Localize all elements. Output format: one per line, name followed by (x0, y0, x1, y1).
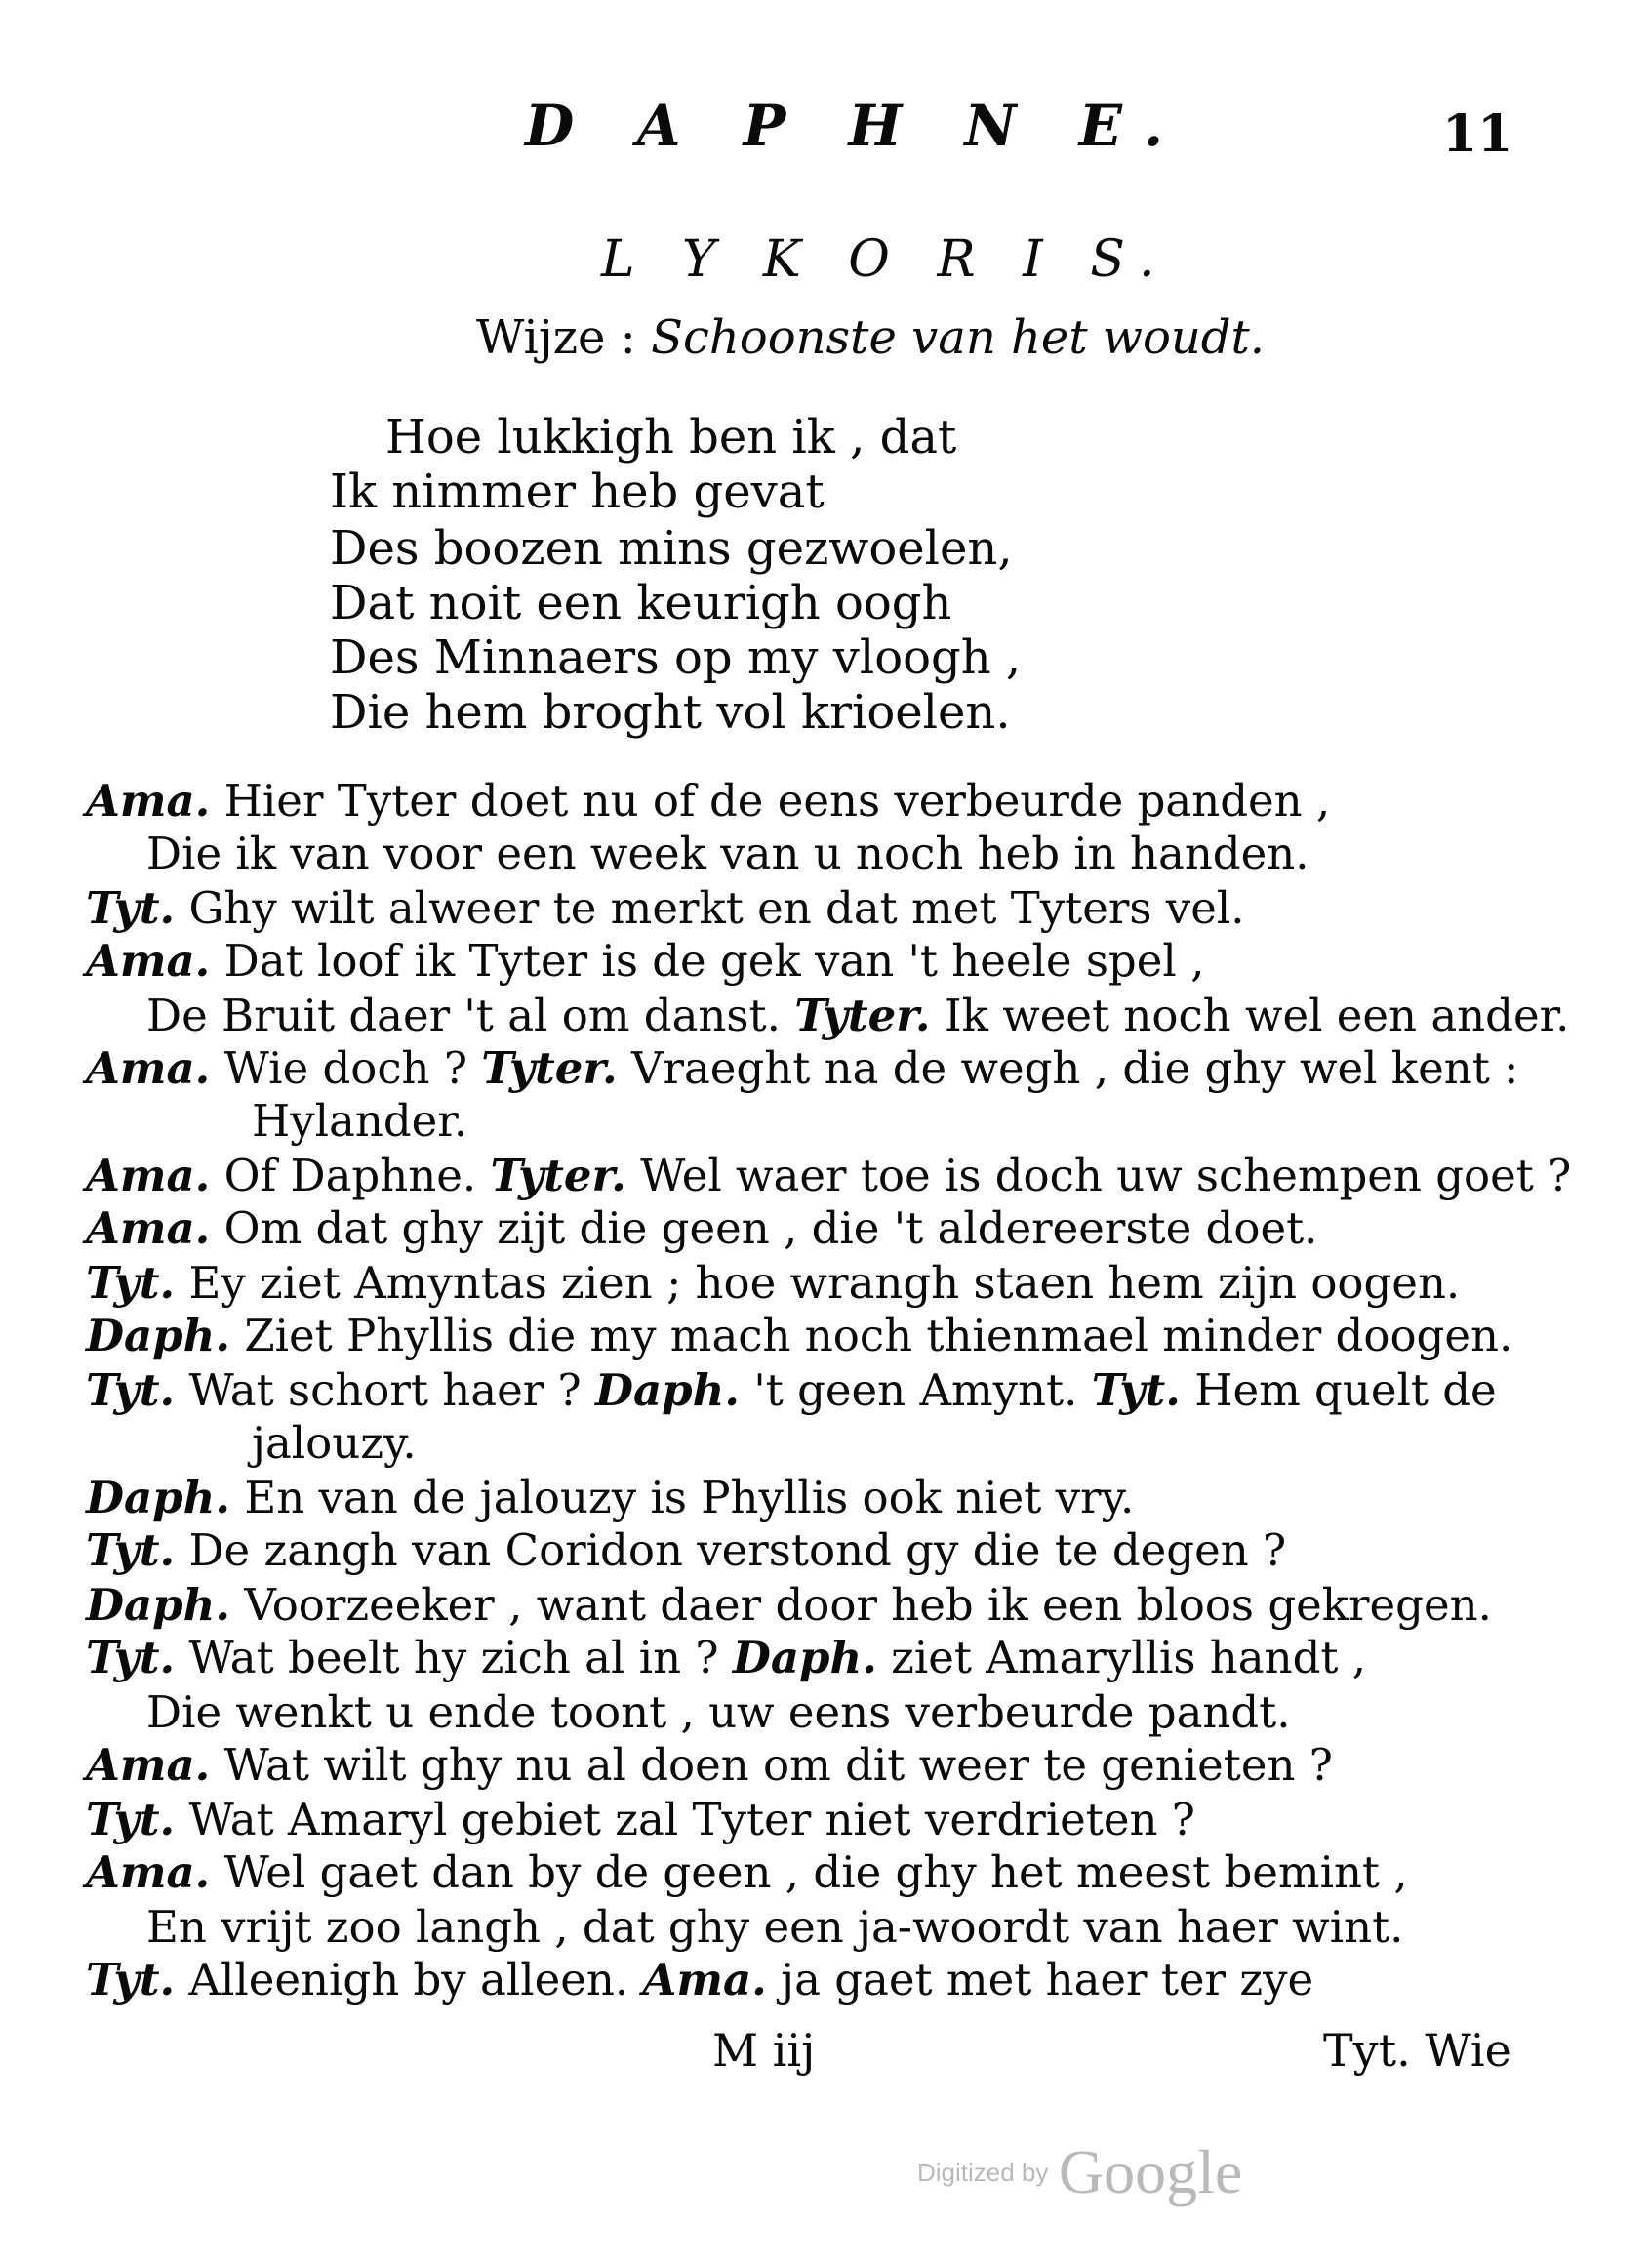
speaker-label: Tyt. (1091, 1364, 1181, 1416)
speaker-label: Ama. (86, 1042, 211, 1094)
dialogue-text: Vraeght na de wegh , die ghy wel kent : (630, 1042, 1519, 1094)
dialogue-text: Alleenigh by alleen. (188, 1954, 629, 2005)
dialogue-line (86, 882, 1245, 934)
speaker-label: Ama. (86, 1739, 211, 1791)
dialogue-text: Om dat ghy zijt die geen , die 't aldereerste doet. (223, 1202, 1318, 1254)
google-logo: Google (1058, 2137, 1243, 2207)
speaker-label: Ama. (86, 1202, 211, 1254)
speaker-label: Daph. (732, 1632, 877, 1683)
speaker-label: Daph. (86, 1310, 231, 1361)
speaker-label: Tyt. (86, 882, 176, 934)
tune-name: Schoonste van het woudt. (651, 310, 1266, 365)
dialogue-line (86, 935, 1205, 987)
dialogue-text: Wel gaet dan by de geen , die ghy het meest bemint , (223, 1846, 1408, 1898)
speaker-label: Ama. (86, 935, 211, 987)
section-title: L Y K O R I S. (601, 230, 1171, 289)
speaker-label: Ama. (86, 1846, 211, 1898)
verse-line: Die hem broght vol krioelen. (330, 685, 1011, 740)
speaker-label: Tyt. (86, 1794, 176, 1845)
verse-line: Ik nimmer heb gevat (330, 465, 825, 519)
dialogue-text: Wel waer toe is doch uw schempen goet ? (640, 1150, 1572, 1201)
dialogue-text: jalouzy. (252, 1417, 417, 1469)
dialogue-text: En van de jalouzy is Phyllis ook niet vry. (244, 1472, 1135, 1523)
dialogue-line (86, 1794, 1195, 1845)
dialogue-text: En vrijt zoo langh , dat ghy een ja-woordt van haer wint. (146, 1901, 1404, 1953)
dialogue-line (146, 1686, 1291, 1738)
dialogue-line (146, 1901, 1404, 1953)
dialogue-text: 't geen Amynt. (753, 1364, 1078, 1416)
tune-label: Wijze : (476, 310, 636, 365)
verse-line: Des Minnaers op my vloogh , (330, 630, 1022, 685)
dialogue-text: Wat schort haer ? (188, 1364, 582, 1416)
speaker-label: Ama. (642, 1954, 767, 2005)
dialogue-text: Hylander. (252, 1095, 468, 1147)
dialogue-text: Die ik van voor een week van u noch heb in handen. (146, 828, 1309, 879)
dialogue-text: De Bruit daer 't al om danst. (146, 990, 781, 1041)
dialogue-line (146, 828, 1309, 879)
running-title: D A P H N E. (525, 93, 1186, 159)
dialogue-line (86, 1257, 1461, 1309)
dialogue-text: Ghy wilt alweer te merkt en dat met Tyters vel. (188, 882, 1245, 934)
dialogue-line (86, 1524, 1287, 1576)
dialogue-line (86, 775, 1331, 827)
speaker-label: Tyter. (481, 1042, 618, 1094)
dialogue-text: Ey ziet Amyntas zien ; hoe wrangh staen hem zijn oogen. (188, 1257, 1461, 1309)
speaker-label: Tyt. (86, 1364, 176, 1416)
speaker-label: Ama. (86, 775, 211, 827)
dialogue-text: Wat beelt hy zich al in ? (188, 1632, 719, 1683)
speaker-label: Tyt. (86, 1524, 176, 1576)
tune-line (476, 310, 1266, 365)
speaker-label: Ama. (86, 1150, 211, 1201)
dialogue-line (86, 1150, 1572, 1201)
dialogue-line (86, 1042, 1519, 1094)
dialogue-line (86, 1202, 1318, 1254)
speaker-label: Tyt. (86, 1632, 176, 1683)
dialogue-line (252, 1417, 417, 1469)
speaker-label: Tyt. (86, 1257, 176, 1309)
speaker-label: Tyt. (86, 1954, 176, 2005)
dialogue-text: Hem quelt de (1194, 1364, 1497, 1416)
dialogue-line (252, 1095, 468, 1147)
speaker-label: Daph. (86, 1472, 231, 1523)
dialogue-line (86, 1579, 1492, 1631)
verse-line: Des boozen mins gezwoelen, (330, 521, 1013, 576)
dialogue-text: Wie doch ? (223, 1042, 467, 1094)
dialogue-line (86, 1632, 1367, 1683)
dialogue-text: Voorzeeker , want daer door heb ik een bloos gekregen. (244, 1579, 1492, 1631)
speaker-label: Tyter. (490, 1150, 626, 1201)
dialogue-text: ja gaet met haer ter zye (781, 1954, 1314, 2005)
verse-line: Dat noit een keurigh oogh (330, 576, 952, 630)
dialogue-line (86, 1364, 1497, 1416)
dialogue-text: Of Daphne. (223, 1150, 477, 1201)
dialogue-text: Hier Tyter doet nu of de eens verbeurde panden , (223, 775, 1331, 827)
dialogue-line (146, 990, 1570, 1041)
dialogue-text: Ik weet noch wel een ander. (944, 990, 1570, 1041)
signature-mark: M iij (712, 2024, 816, 2077)
catchword: Tyt. Wie (1323, 2024, 1511, 2077)
dialogue-text: Wat wilt ghy nu al doen om dit weer te genieten ? (223, 1739, 1333, 1791)
speaker-label: Tyter. (794, 990, 931, 1041)
speaker-label: Daph. (86, 1579, 231, 1631)
dialogue-line (86, 1954, 1314, 2005)
dialogue-text: De zangh van Coridon verstond gy die te degen ? (188, 1524, 1287, 1576)
page-number: 11 (1442, 104, 1513, 164)
verse-line: Hoe lukkigh ben ik , dat (385, 410, 957, 465)
dialogue-line (86, 1739, 1333, 1791)
dialogue-line (86, 1846, 1408, 1898)
watermark-prefix: Digitized by (917, 2158, 1049, 2187)
dialogue-text: Wat Amaryl gebiet zal Tyter niet verdrieten ? (188, 1794, 1195, 1845)
dialogue-text: Ziet Phyllis die my mach noch thienmael minder doogen. (244, 1310, 1513, 1361)
dialogue-line (86, 1310, 1513, 1361)
dialogue-text: Die wenkt u ende toont , uw eens verbeurde pandt. (146, 1686, 1291, 1738)
dialogue-text: ziet Amaryllis handt , (891, 1632, 1367, 1683)
digitization-watermark (917, 2137, 1243, 2207)
dialogue-line (86, 1472, 1135, 1523)
speaker-label: Daph. (595, 1364, 741, 1416)
dialogue-text: Dat loof ik Tyter is de gek van 't heele spel , (223, 935, 1205, 987)
